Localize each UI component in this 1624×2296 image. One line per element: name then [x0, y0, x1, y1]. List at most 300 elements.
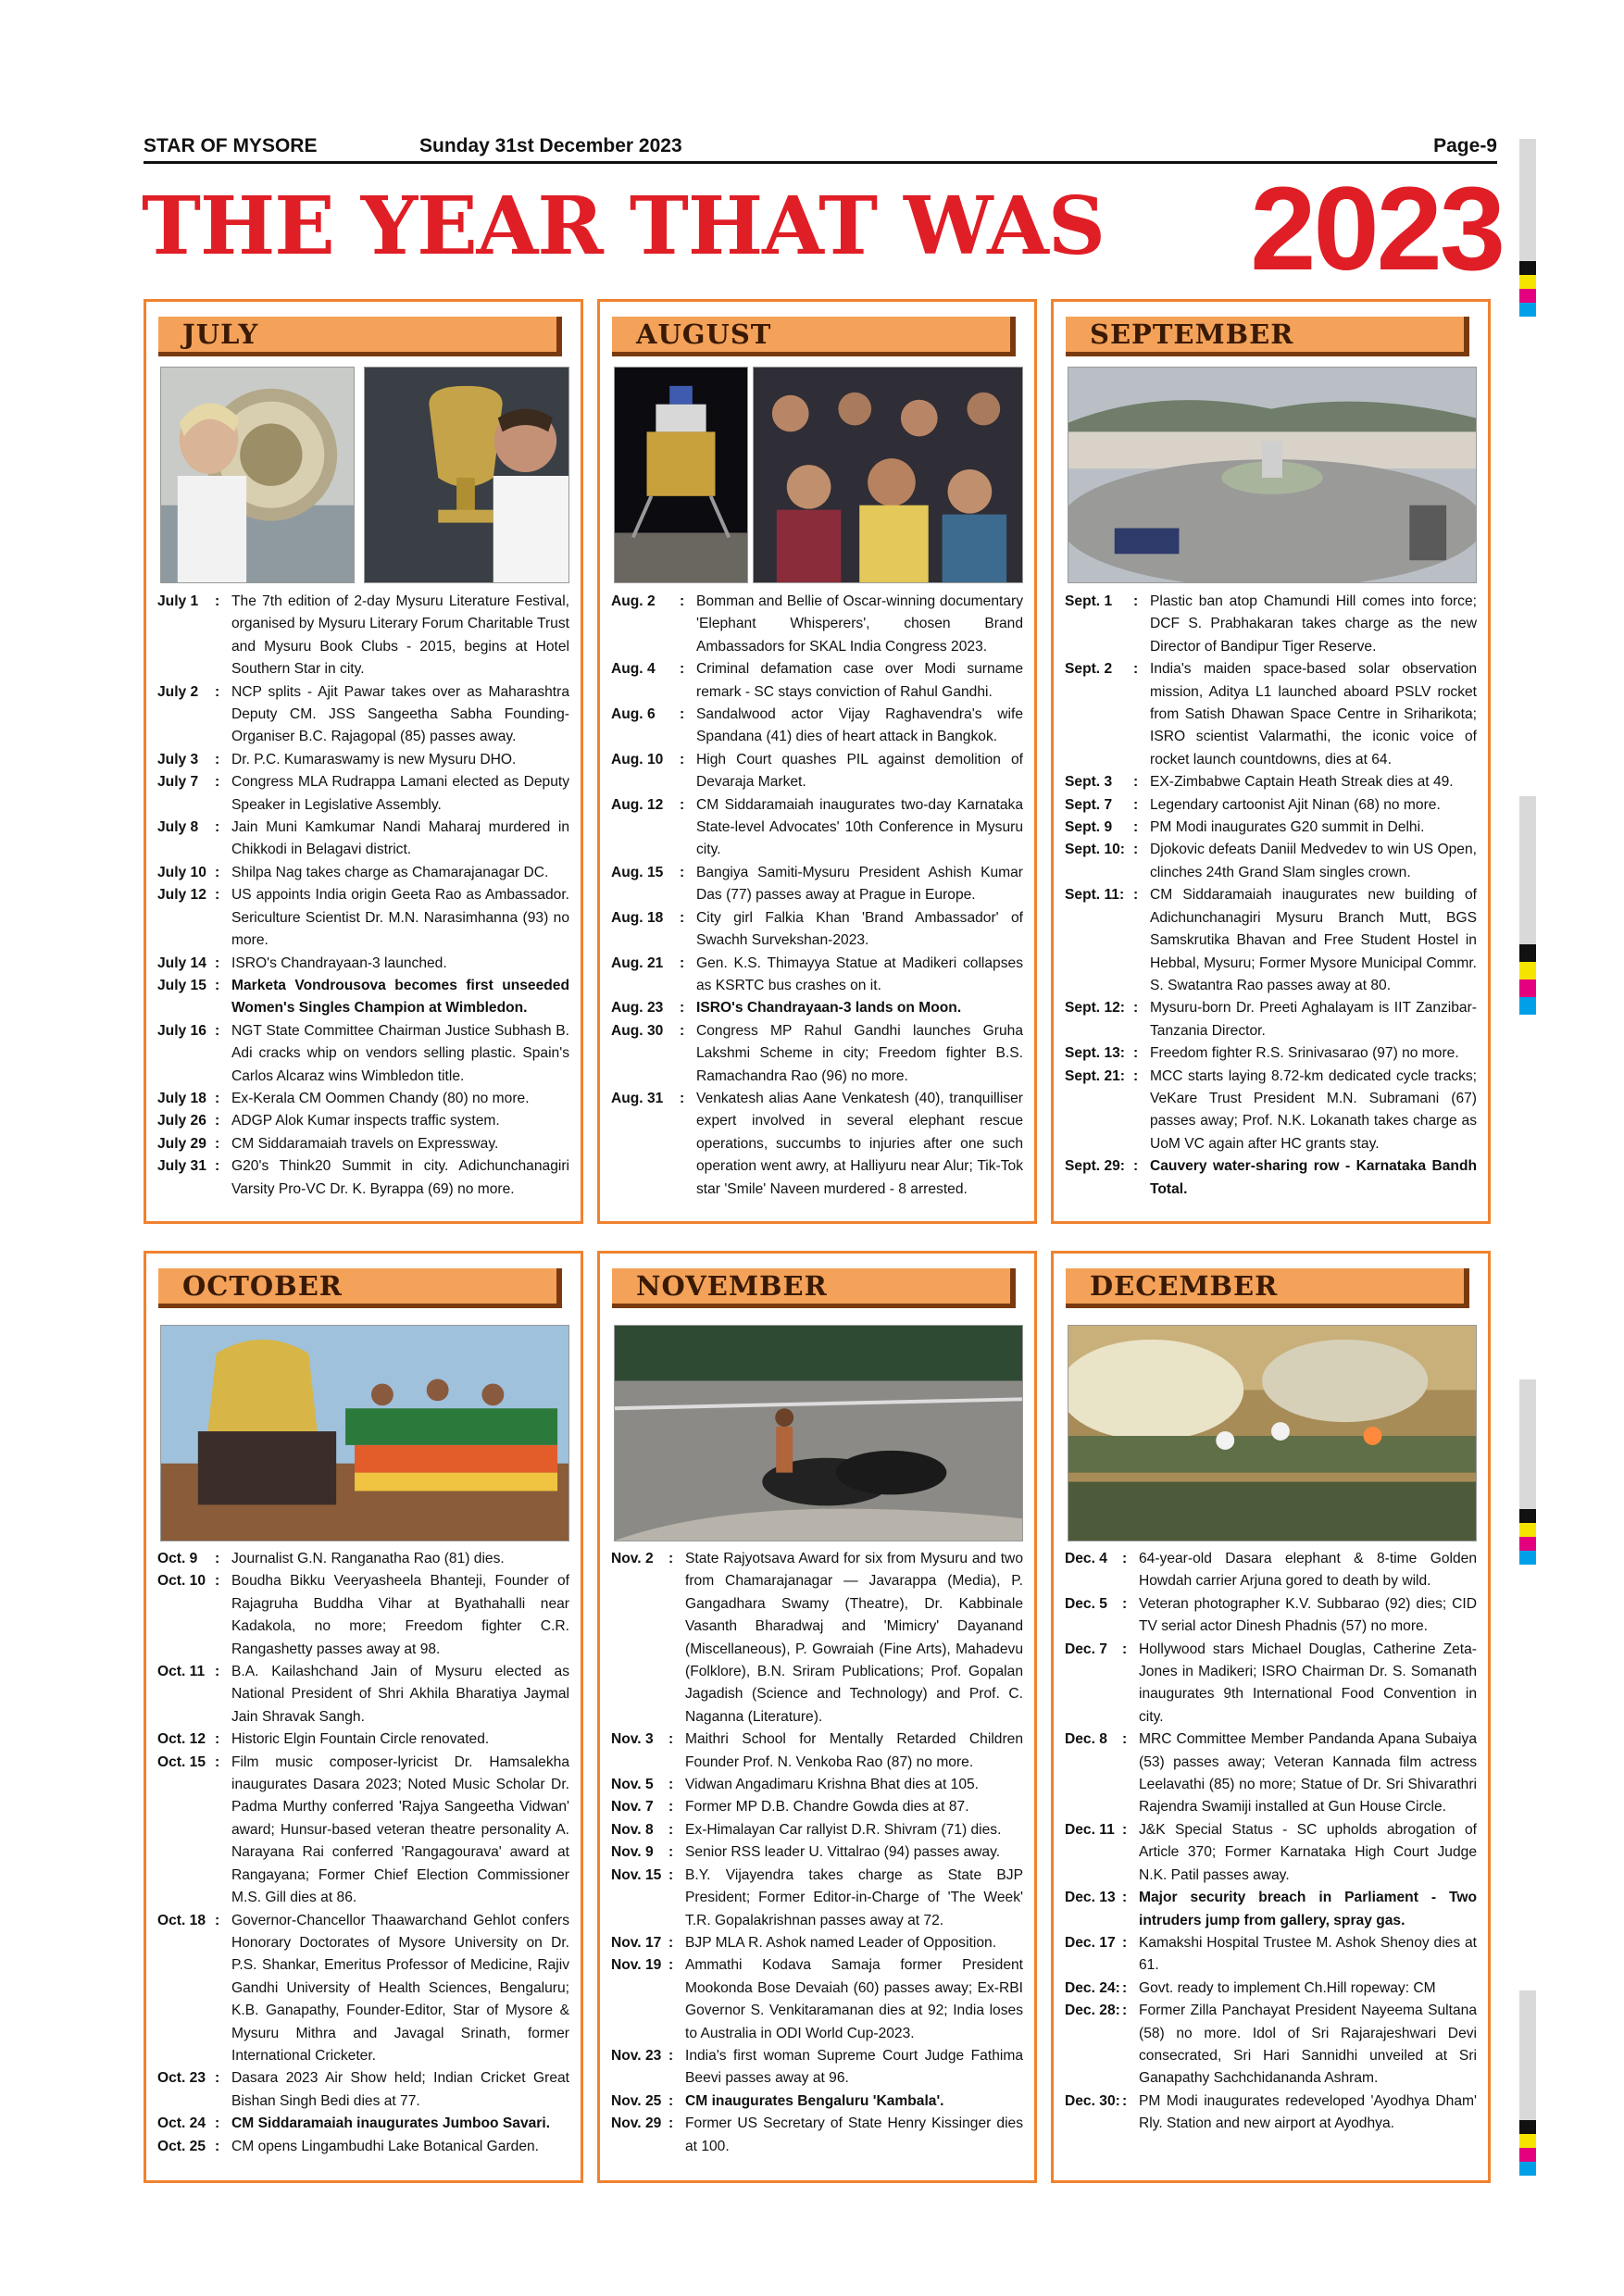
event-date: Sept. 1 [1065, 593, 1113, 609]
event-entry [611, 1088, 1023, 1201]
event-colon: : [1133, 819, 1139, 836]
registration-bar-mid [1519, 796, 1536, 944]
event-colon: : [668, 1844, 674, 1861]
event-text: MRC Committee Member Pandanda Apana Subaiya (53) passes away; Veteran Kannada film actress Leelavathi (85) no more; Statue of Dr. Sri Shivarathri Rajendra Swamiji installed at Gun House Circle. [1139, 1731, 1477, 1816]
event-colon: : [215, 864, 220, 880]
event-colon: : [1133, 661, 1139, 678]
event-entry [157, 817, 569, 862]
event-colon: : [668, 1731, 674, 1748]
event-date: July 10 [157, 864, 206, 880]
event-text: EX-Zimbabwe Captain Heath Streak dies at 49. [1150, 774, 1454, 791]
event-colon: : [1133, 796, 1139, 813]
event-entry [611, 997, 1023, 1019]
registration-bar-top [1519, 139, 1536, 261]
event-date: Dec. 24: [1065, 1979, 1120, 1996]
event-colon: : [680, 796, 685, 813]
event-date: Aug. 23 [611, 1000, 664, 1017]
event-entry [1065, 1639, 1477, 1729]
event-date: July 7 [157, 774, 199, 791]
event-entry [157, 749, 569, 771]
event-date: Oct. 12 [157, 1731, 206, 1748]
event-entry [1065, 817, 1477, 839]
event-text: Ex-Kerala CM Oommen Chandy (80) no more. [231, 1090, 530, 1106]
photo-kambala-race [614, 1325, 1023, 1541]
event-entry [611, 1548, 1023, 1728]
event-entry [611, 2045, 1023, 2090]
event-entry [611, 1954, 1023, 2045]
event-entry [611, 2090, 1023, 2113]
month-tab-december: DECEMBER [1066, 1268, 1469, 1308]
event-entry [1065, 1548, 1477, 1593]
event-entry [611, 794, 1023, 862]
event-date: Oct. 23 [157, 2070, 206, 2087]
event-date: Nov. 23 [611, 2047, 662, 2064]
event-colon: : [1122, 2003, 1128, 2019]
event-entry [1065, 1042, 1477, 1065]
registration-marks-low [1519, 1509, 1536, 1565]
event-date: Oct. 18 [157, 1912, 206, 1928]
event-entry [611, 1774, 1023, 1796]
event-entry [157, 591, 569, 681]
event-entry [611, 704, 1023, 749]
event-text: Freedom fighter R.S. Srinivasarao (97) no more. [1150, 1045, 1459, 1062]
event-colon: : [1122, 1731, 1128, 1748]
event-date: Nov. 2 [611, 1551, 654, 1566]
event-date: July 14 [157, 955, 206, 971]
event-date: Nov. 29 [611, 2115, 662, 2132]
event-entry [157, 1088, 569, 1110]
event-colon: : [680, 1022, 685, 1039]
event-colon: : [1122, 1595, 1128, 1612]
event-date: Aug. 4 [611, 661, 656, 678]
event-date: Dec. 5 [1065, 1595, 1107, 1612]
photo-jumboo-savari [160, 1325, 569, 1541]
month-panel-july [144, 299, 583, 1224]
event-date: July 3 [157, 751, 199, 767]
event-text: Former US Secretary of State Henry Kissinger dies at 100. [685, 2115, 1023, 2154]
event-colon: : [680, 864, 685, 880]
month-tab-october: OCTOBER [158, 1268, 562, 1308]
event-text: Former Zilla Panchayat President Nayeema Sultana (58) no more. Idol of Sri Rajarajeshwari Devi consecrated, Sri Hari Sannidhi unveiled at Sri Ganapathy Sachchidananda Ashram. [1139, 2003, 1477, 2087]
event-text: India's maiden space-based solar observation mission, Aditya L1 launched aboard PSLV rocket from Satish Dhawan Space Centre in Sriharikota; ISRO scientist Valarmathi, the iconic voice of rocket launch countdowns, dies at 64. [1150, 661, 1477, 767]
event-entry [1065, 884, 1477, 997]
photo-isro-scientists-celebrate [753, 367, 1023, 583]
event-entry [1065, 1932, 1477, 1978]
event-date: Nov. 19 [611, 1957, 662, 1974]
event-entry [157, 771, 569, 817]
event-date: Nov. 25 [611, 2092, 662, 2109]
event-entry [1065, 2000, 1477, 2090]
event-entry [1065, 591, 1477, 658]
photo-chandrayaan-lander [614, 367, 748, 583]
month-tab-july: JULY [158, 317, 562, 356]
event-date: July 29 [157, 1135, 206, 1152]
event-text: Former MP D.B. Chandre Gowda dies at 87. [685, 1799, 969, 1816]
headline-year: 2023 [1250, 163, 1503, 295]
month-panel-november [597, 1251, 1037, 2183]
event-colon: : [1133, 1158, 1139, 1175]
event-colon: : [668, 2092, 674, 2109]
event-entry [157, 1728, 569, 1751]
event-text: CM Siddaramaiah inaugurates new building of Adichunchanagiri Mysuru Branch Mutt, BGS Samskrutika Bhavan and Free Student Hostel in Hebbal, Mysuru; Former Mysore Municipal Commr. S. Swatantra Rao passes away at 80. [1150, 887, 1477, 993]
event-entry [1065, 771, 1477, 793]
photo-parliament-breach [1068, 1325, 1477, 1541]
event-text: State Rajyotsava Award for six from Mysuru and two from Chamarajanagar — Javarappa (Media), P. Gangadhara Swamy (Theatre), Dr. Kabbinale Vasanth Bharadwaj and 'Mimicry' Dayanand (Miscellaneous), P. Gowraiah (Fine Arts), Mahadevu (Folklore), B.N. Sriram Publications; Prof. Gopalan Jagadish (Science and Technology) and Prof. C. Naganna (Literature). [685, 1551, 1023, 1725]
event-colon: : [680, 909, 685, 926]
event-date: Aug. 2 [611, 593, 656, 609]
event-date: Sept. 3 [1065, 774, 1113, 791]
event-text: MCC starts laying 8.72-km dedicated cycle tracks; VeKare Trust President M.N. Subramani (67) passes away; Prof. N.K. Lokanath takes charge as UoM VC again after HC grants stay. [1150, 1067, 1477, 1152]
event-date: Oct. 11 [157, 1664, 206, 1680]
event-text: US appoints India origin Geeta Rao as Ambassador. Sericulture Scientist Dr. M.N. Narasimhanna (93) no more. [231, 887, 569, 949]
event-date: Oct. 24 [157, 2115, 206, 2132]
event-entry [157, 681, 569, 749]
event-entry [157, 1020, 569, 1088]
event-entry [1065, 794, 1477, 817]
event-colon: : [215, 1135, 220, 1152]
event-colon: : [680, 706, 685, 723]
event-entry [157, 1752, 569, 1910]
registration-bar-low [1519, 1379, 1536, 1509]
event-colon: : [1133, 1067, 1139, 1084]
event-colon: : [215, 1022, 220, 1039]
event-date: Aug. 10 [611, 751, 664, 767]
event-date: Aug. 30 [611, 1022, 664, 1039]
event-list-july [157, 591, 569, 1201]
month-panel-august [597, 299, 1037, 1224]
registration-marks-bottom [1519, 2120, 1536, 2176]
event-date: Aug. 6 [611, 706, 656, 723]
event-list-october [157, 1548, 569, 2158]
event-entry [1065, 839, 1477, 884]
event-colon: : [215, 593, 220, 609]
event-text: Marketa Vondrousova becomes first unseeded Women's Singles Champion at Wimbledon. [231, 977, 569, 1017]
event-text: Hollywood stars Michael Douglas, Catherine Zeta-Jones in Madikeri; ISRO Chairman Dr. S. Somanath inaugurates 9th International Food Convention in city. [1139, 1641, 1477, 1725]
event-date: Sept. 21: [1065, 1067, 1125, 1084]
event-colon: : [215, 2138, 220, 2154]
event-text: Shilpa Nag takes charge as Chamarajanagar DC. [231, 864, 549, 880]
event-text: Veteran photographer K.V. Subbarao (92) dies; CID TV serial actor Dinesh Phadnis (57) no more. [1139, 1595, 1477, 1635]
event-colon: : [680, 955, 685, 971]
event-text: ISRO's Chandrayaan-3 lands on Moon. [696, 1000, 962, 1017]
event-entry [611, 1841, 1023, 1864]
event-colon: : [1122, 1821, 1128, 1838]
event-colon: : [680, 751, 685, 767]
event-text: Mysuru-born Dr. Preeti Aghalayam is IIT Zanzibar-Tanzania Director. [1150, 1000, 1477, 1039]
event-entry [611, 907, 1023, 953]
event-text: Boudha Bikku Veeryasheela Bhanteji, Founder of Rajagruha Buddha Vihar at Byathahalli near Kadakola, no more; Freedom fighter C.R. Rangashetty passes away at 98. [231, 1573, 569, 1657]
event-text: Ammathi Kodava Samaja former President Mookonda Bose Devaiah (60) passes away; Ex-RBI Governor S. Venkitaramanan dies at 92; India loses to Australia in ODI World Cup-2023. [685, 1957, 1023, 2041]
event-text: B.A. Kailashchand Jain of Mysuru elected as National President of Shri Akhila Bharatiya Jaymal Jain Shravak Sangh. [231, 1664, 569, 1725]
event-colon: : [668, 2115, 674, 2132]
event-entry [157, 862, 569, 884]
event-colon: : [1122, 2092, 1128, 2109]
event-colon: : [215, 1113, 220, 1129]
event-entry [611, 862, 1023, 907]
event-entry [1065, 997, 1477, 1042]
month-panel-september [1051, 299, 1491, 1224]
event-text: City girl Falkia Khan 'Brand Ambassador' of Swachh Survekshan-2023. [696, 909, 1023, 949]
event-date: Dec. 17 [1065, 1934, 1116, 1951]
event-entry [1065, 1155, 1477, 1201]
event-text: PM Modi inaugurates redeveloped 'Ayodhya Dham' Rly. Station and new airport at Ayodhya. [1139, 2092, 1477, 2132]
event-text: Ex-Himalayan Car rallyist D.R. Shivram (71) dies. [685, 1821, 1002, 1838]
event-date: Nov. 15 [611, 1866, 662, 1883]
masthead [144, 133, 1497, 164]
event-list-december [1065, 1548, 1477, 2136]
event-text: Sandalwood actor Vijay Raghavendra's wife Spandana (41) dies of heart attack in Bangkok. [696, 706, 1023, 745]
event-text: Governor-Chancellor Thaawarchand Gehlot confers Honorary Doctorates of Mysore University on Dr. P.S. Shankar, Emeritus Professor of Medicine, Rajiv Gandhi University of Health Sciences, Bengaluru; K.B. Ganapathy, Founder-Editor, Star of Mysore & Mysuru Mithra and Javagal Srinath, former International Cricketer. [231, 1912, 569, 2064]
event-colon: : [1133, 1000, 1139, 1017]
event-text: PM Modi inaugurates G20 summit in Delhi. [1150, 819, 1425, 836]
month-panel-december [1051, 1251, 1491, 2183]
event-colon: : [1122, 1979, 1128, 1996]
event-date: July 18 [157, 1090, 206, 1106]
month-tab-september: SEPTEMBER [1066, 317, 1469, 356]
event-date: Sept. 13: [1065, 1045, 1125, 1062]
event-colon: : [1122, 1551, 1128, 1566]
event-date: Nov. 8 [611, 1821, 654, 1838]
event-colon: : [668, 1866, 674, 1883]
event-date: Sept. 9 [1065, 819, 1113, 836]
month-tab-august: AUGUST [612, 317, 1016, 356]
event-text: Plastic ban atop Chamundi Hill comes into force; DCF S. Prabhakaran takes charge as the new Director of Bandipur Tiger Reserve. [1150, 593, 1477, 655]
event-entry [1065, 2090, 1477, 2136]
event-entry [157, 1910, 569, 2068]
registration-marks-top [1519, 261, 1536, 317]
event-date: Sept. 11: [1065, 887, 1125, 904]
event-text: BJP MLA R. Ashok named Leader of Opposition. [685, 1934, 997, 1951]
event-text: CM Siddaramaiah travels on Expressway. [231, 1135, 499, 1152]
event-colon: : [215, 955, 220, 971]
event-colon: : [215, 751, 220, 767]
event-text: NCP splits - Ajit Pawar takes over as Maharashtra Deputy CM. JSS Sangeetha Sabha Founding-Organiser B.C. Rajagopal (85) passes away. [231, 683, 569, 745]
event-date: Nov. 3 [611, 1731, 654, 1748]
event-colon: : [215, 1731, 220, 1748]
event-colon: : [215, 2070, 220, 2087]
event-text: Kamakshi Hospital Trustee M. Ashok Shenoy dies at 61. [1139, 1934, 1477, 1974]
event-date: Aug. 31 [611, 1090, 664, 1106]
event-text: Vidwan Angadimaru Krishna Bhat dies at 105. [685, 1777, 979, 1793]
event-text: Cauvery water-sharing row - Karnataka Bandh Total. [1150, 1158, 1477, 1197]
month-panel-october [144, 1251, 583, 2183]
event-date: Dec. 28: [1065, 2003, 1120, 2019]
event-entry [611, 1819, 1023, 1841]
event-text: High Court quashes PIL against demolition of Devaraja Market. [696, 751, 1023, 791]
event-entry [611, 591, 1023, 658]
event-entry [1065, 1887, 1477, 1932]
event-date: Nov. 5 [611, 1777, 654, 1793]
event-date: Dec. 7 [1065, 1641, 1107, 1657]
event-entry [1065, 1728, 1477, 1819]
event-list-november [611, 1548, 1023, 2158]
event-colon: : [215, 887, 220, 904]
month-tab-november: NOVEMBER [612, 1268, 1016, 1308]
event-entry [611, 1020, 1023, 1088]
event-colon: : [215, 819, 220, 836]
event-text: Dr. P.C. Kumaraswamy is new Mysuru DHO. [231, 751, 517, 767]
event-colon: : [668, 1777, 674, 1793]
event-entry [1065, 1978, 1477, 2000]
event-date: Dec. 8 [1065, 1731, 1107, 1748]
event-entry [611, 1865, 1023, 1932]
event-text: Congress MLA Rudrappa Lamani elected as Deputy Speaker in Legislative Assembly. [231, 774, 569, 813]
event-date: Dec. 4 [1065, 1551, 1107, 1566]
event-colon: : [215, 1551, 220, 1566]
event-text: Venkatesh alias Aane Venkatesh (40), tranquilliser expert involved in several elephant rescue operations, succumbs to injuries after one such operation went awry, at Halliyuru near Alur; Tik-Tok star 'Smile' Naveen murdered - 8 arrested. [696, 1090, 1023, 1197]
event-colon: : [215, 977, 220, 993]
event-colon: : [680, 661, 685, 678]
event-text: Major security breach in Parliament - Two intruders jump from gallery, spray gas. [1139, 1890, 1477, 1928]
photo-vondrousova-trophy [160, 367, 355, 583]
event-entry [157, 2136, 569, 2158]
event-text: Bangiya Samiti-Mysuru President Ashish Kumar Das (77) passes away at Prague in Europe. [696, 864, 1023, 904]
event-text: Dasara 2023 Air Show held; Indian Cricket Great Bishan Singh Bedi dies at 77. [231, 2070, 569, 2109]
event-date: Sept. 2 [1065, 661, 1113, 678]
event-text: Gen. K.S. Thimayya Statue at Madikeri collapses as KSRTC bus crashes on it. [696, 955, 1023, 993]
event-entry [1065, 1593, 1477, 1639]
event-text: Film music composer-lyricist Dr. Hamsalekha inaugurates Dasara 2023; Noted Music Scholar Dr. Padma Murthy conferred 'Rajya Sangeetha Vidwan' award; Hunsur-based veteran theatre personality A. Narayana Rai conferred 'Rangagourava' award at Rangayana; Former Chief Election Commissioner M.S. Gill dies at 86. [231, 1753, 569, 1906]
event-entry [157, 1110, 569, 1132]
page-number: Page-9 [1433, 135, 1497, 156]
event-date: Aug. 12 [611, 796, 664, 813]
event-date: Nov. 9 [611, 1844, 654, 1861]
event-date: Dec. 30: [1065, 2092, 1120, 2109]
event-text: Govt. ready to implement Ch.Hill ropeway: CM [1139, 1979, 1436, 1996]
event-date: July 26 [157, 1113, 206, 1129]
event-colon: : [680, 1000, 685, 1017]
event-colon: : [1122, 1934, 1128, 1951]
event-text: 64-year-old Dasara elephant & 8-time Golden Howdah carrier Arjuna gored to death by wild. [1139, 1551, 1477, 1590]
event-entry [1065, 1066, 1477, 1156]
event-colon: : [215, 1753, 220, 1770]
event-colon: : [1133, 842, 1139, 858]
event-colon: : [668, 1799, 674, 1816]
event-text: Maithri School for Mentally Retarded Children Founder Prof. N. Venkoba Rao (87) no more. [685, 1731, 1023, 1770]
event-colon: : [215, 1573, 220, 1590]
event-entry [611, 749, 1023, 794]
event-entry [157, 2067, 569, 2113]
event-colon: : [1122, 1641, 1128, 1657]
event-entry [157, 1570, 569, 1661]
event-date: July 16 [157, 1022, 206, 1039]
event-entry [157, 2113, 569, 2135]
event-colon: : [1133, 774, 1139, 791]
event-list-august [611, 591, 1023, 1201]
event-colon: : [1122, 1890, 1128, 1906]
issue-date: Sunday 31st December 2023 [419, 135, 682, 156]
event-text: Jain Muni Kamkumar Nandi Maharaj murdered in Chikkodi in Belagavi district. [231, 819, 569, 858]
event-text: CM Siddaramaiah inaugurates two-day Karnataka State-level Advocates' 10th Conference in Mysuru city. [696, 796, 1023, 858]
event-colon: : [215, 1158, 220, 1175]
event-text: ADGP Alok Kumar inspects traffic system. [231, 1113, 500, 1129]
event-entry [157, 975, 569, 1020]
event-text: NGT State Committee Chairman Justice Subhash B. Adi cracks whip on vendors selling plastic. Spain's Carlos Alcaraz wins Wimbledon title. [231, 1022, 569, 1084]
event-entry [611, 1728, 1023, 1774]
event-entry [611, 658, 1023, 704]
event-entry [611, 2113, 1023, 2158]
event-date: Aug. 15 [611, 864, 664, 880]
event-date: Oct. 10 [157, 1573, 206, 1590]
event-entry [157, 1133, 569, 1155]
event-date: Sept. 7 [1065, 796, 1113, 813]
event-entry [611, 953, 1023, 998]
event-colon: : [215, 774, 220, 791]
event-text: CM Siddaramaiah inaugurates Jumboo Savari. [231, 2115, 551, 2132]
event-text: India's first woman Supreme Court Judge Fathima Beevi passes away at 96. [685, 2047, 1023, 2087]
event-colon: : [1133, 1045, 1139, 1062]
event-colon: : [680, 1090, 685, 1106]
photo-bandh-empty-circle [1068, 367, 1477, 583]
event-text: Congress MP Rahul Gandhi launches Gruha Lakshmi Scheme in city; Freedom fighter B.S. Ramachandra Rao (96) no more. [696, 1022, 1023, 1084]
event-entry [157, 1661, 569, 1728]
headline [142, 163, 1503, 295]
event-text: Djokovic defeats Daniil Medvedev to win US Open, clinches 24th Grand Slam singles crown. [1150, 842, 1477, 880]
event-date: Sept. 10: [1065, 842, 1125, 858]
event-date: July 12 [157, 887, 206, 904]
event-entry [1065, 1819, 1477, 1887]
registration-bar-bottom [1519, 1990, 1536, 2120]
event-list-september [1065, 591, 1477, 1201]
event-text: The 7th edition of 2-day Mysuru Literature Festival, organised by Mysuru Literary Forum Charitable Trust and Mysuru Book Clubs - 2015, begins at Hotel Southern Star in city. [231, 593, 569, 678]
event-entry [157, 884, 569, 952]
event-entry [611, 1932, 1023, 1954]
event-entry [157, 1155, 569, 1201]
event-colon: : [668, 1934, 674, 1951]
event-colon: : [668, 1551, 674, 1566]
event-colon: : [215, 1912, 220, 1928]
event-date: July 1 [157, 593, 199, 609]
event-text: B.Y. Vijayendra takes charge as State BJP President; Former Editor-in-Charge of 'The Week' T.R. Gopalakrishnan passes away at 72. [685, 1866, 1023, 1928]
event-date: Aug. 21 [611, 955, 664, 971]
event-date: July 8 [157, 819, 199, 836]
event-colon: : [215, 1664, 220, 1680]
event-date: July 2 [157, 683, 199, 700]
event-entry [611, 1796, 1023, 1818]
event-entry [157, 1548, 569, 1570]
event-date: Dec. 11 [1065, 1821, 1115, 1838]
event-date: July 31 [157, 1158, 206, 1175]
event-colon: : [668, 2047, 674, 2064]
event-colon: : [1133, 887, 1139, 904]
event-date: Dec. 13 [1065, 1890, 1116, 1906]
event-colon: : [680, 593, 685, 609]
event-text: J&K Special Status - SC upholds abrogation of Article 370; Former Karnataka High Court Judge N.K. Patil passes away. [1139, 1821, 1477, 1883]
event-date: Nov. 17 [611, 1934, 662, 1951]
event-text: Journalist G.N. Ranganatha Rao (81) dies. [231, 1551, 505, 1566]
event-text: CM inaugurates Bengaluru 'Kambala'. [685, 2092, 944, 2109]
event-text: CM opens Lingambudhi Lake Botanical Garden. [231, 2138, 540, 2154]
event-date: Oct. 9 [157, 1551, 198, 1566]
event-date: Oct. 25 [157, 2138, 206, 2154]
headline-text: THE YEAR THAT WAS [142, 180, 1105, 273]
event-text: Criminal defamation case over Modi surname remark - SC stays conviction of Rahul Gandhi. [696, 661, 1023, 700]
event-entry [157, 953, 569, 975]
event-text: ISRO's Chandrayaan-3 launched. [231, 955, 447, 971]
event-date: Oct. 15 [157, 1753, 206, 1770]
event-text: Historic Elgin Fountain Circle renovated. [231, 1731, 490, 1748]
event-date: Sept. 29: [1065, 1158, 1125, 1175]
event-date: Nov. 7 [611, 1799, 654, 1816]
event-colon: : [668, 1957, 674, 1974]
photo-alcaraz-trophy [364, 367, 569, 583]
event-date: July 15 [157, 977, 206, 993]
event-text: Legendary cartoonist Ajit Ninan (68) no more. [1150, 796, 1441, 813]
event-text: Bomman and Bellie of Oscar-winning documentary 'Elephant Whisperers', chosen Brand Ambassadors for SKAL India Congress 2023. [696, 593, 1023, 655]
event-colon: : [668, 1821, 674, 1838]
event-colon: : [215, 1090, 220, 1106]
event-date: Aug. 18 [611, 909, 664, 926]
